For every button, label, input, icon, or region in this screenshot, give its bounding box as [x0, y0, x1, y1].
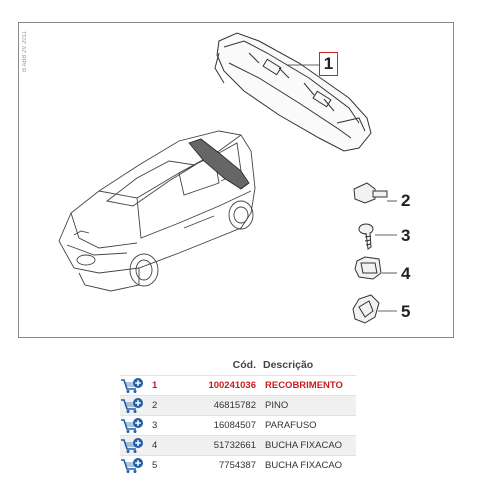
part-description[interactable]: RECOBRIMENTO: [262, 376, 356, 396]
callout-1[interactable]: 1: [319, 52, 338, 76]
add-to-cart-cell: [120, 396, 148, 416]
part-code[interactable]: 51732661: [191, 436, 262, 456]
parts-table-header: [120, 355, 356, 376]
part-code[interactable]: 46815782: [191, 396, 262, 416]
part-description[interactable]: PARAFUSO: [262, 416, 356, 436]
part-4-bushing-drawing: [355, 257, 381, 279]
callout-5[interactable]: 5: [401, 302, 411, 321]
part-3-screw-drawing: [359, 224, 373, 249]
table-row[interactable]: [120, 456, 356, 476]
add-to-cart-cell: [120, 436, 148, 456]
part-description[interactable]: PINO: [262, 396, 356, 416]
part-description[interactable]: BUCHA FIXACAO: [262, 456, 356, 476]
cart-plus-icon[interactable]: [120, 417, 144, 434]
part-1-cover-drawing: [215, 33, 371, 151]
row-number: 4: [148, 436, 191, 456]
part-description[interactable]: BUCHA FIXACAO: [262, 436, 356, 456]
header-code: Cód.: [232, 359, 256, 371]
part-2-pin-drawing: [354, 183, 387, 203]
table-row[interactable]: [120, 436, 356, 456]
header-number: [148, 355, 191, 376]
add-to-cart-cell: [120, 456, 148, 476]
add-to-cart-cell: [120, 416, 148, 436]
part-5-bushing-drawing: [353, 295, 379, 323]
callout-2[interactable]: 2: [401, 191, 411, 210]
part-code[interactable]: 16084507: [191, 416, 262, 436]
exploded-view: [19, 23, 455, 339]
cart-plus-icon[interactable]: [120, 437, 144, 454]
add-to-cart-cell: [120, 376, 148, 396]
row-number: 3: [148, 416, 191, 436]
header-description: Descrição: [263, 359, 314, 371]
row-number: 2: [148, 396, 191, 416]
table-row[interactable]: [120, 416, 356, 436]
header-cart: [120, 355, 148, 376]
cart-plus-icon[interactable]: [120, 397, 144, 414]
cart-plus-icon[interactable]: [120, 377, 144, 394]
row-number: 1: [148, 376, 191, 396]
part-code[interactable]: 100241036: [191, 376, 262, 396]
callout-3[interactable]: 3: [401, 226, 411, 245]
diagram-code: B ABB 2V 2011: [22, 31, 28, 72]
row-number: 5: [148, 456, 191, 476]
table-row[interactable]: [120, 396, 356, 416]
parts-diagram: [18, 22, 454, 338]
vehicle-drawing: [59, 131, 255, 291]
cart-plus-icon[interactable]: [120, 457, 144, 474]
part-code[interactable]: 7754387: [191, 456, 262, 476]
table-row[interactable]: [120, 376, 356, 396]
callout-4[interactable]: 4: [401, 264, 411, 283]
parts-table: [120, 355, 356, 475]
